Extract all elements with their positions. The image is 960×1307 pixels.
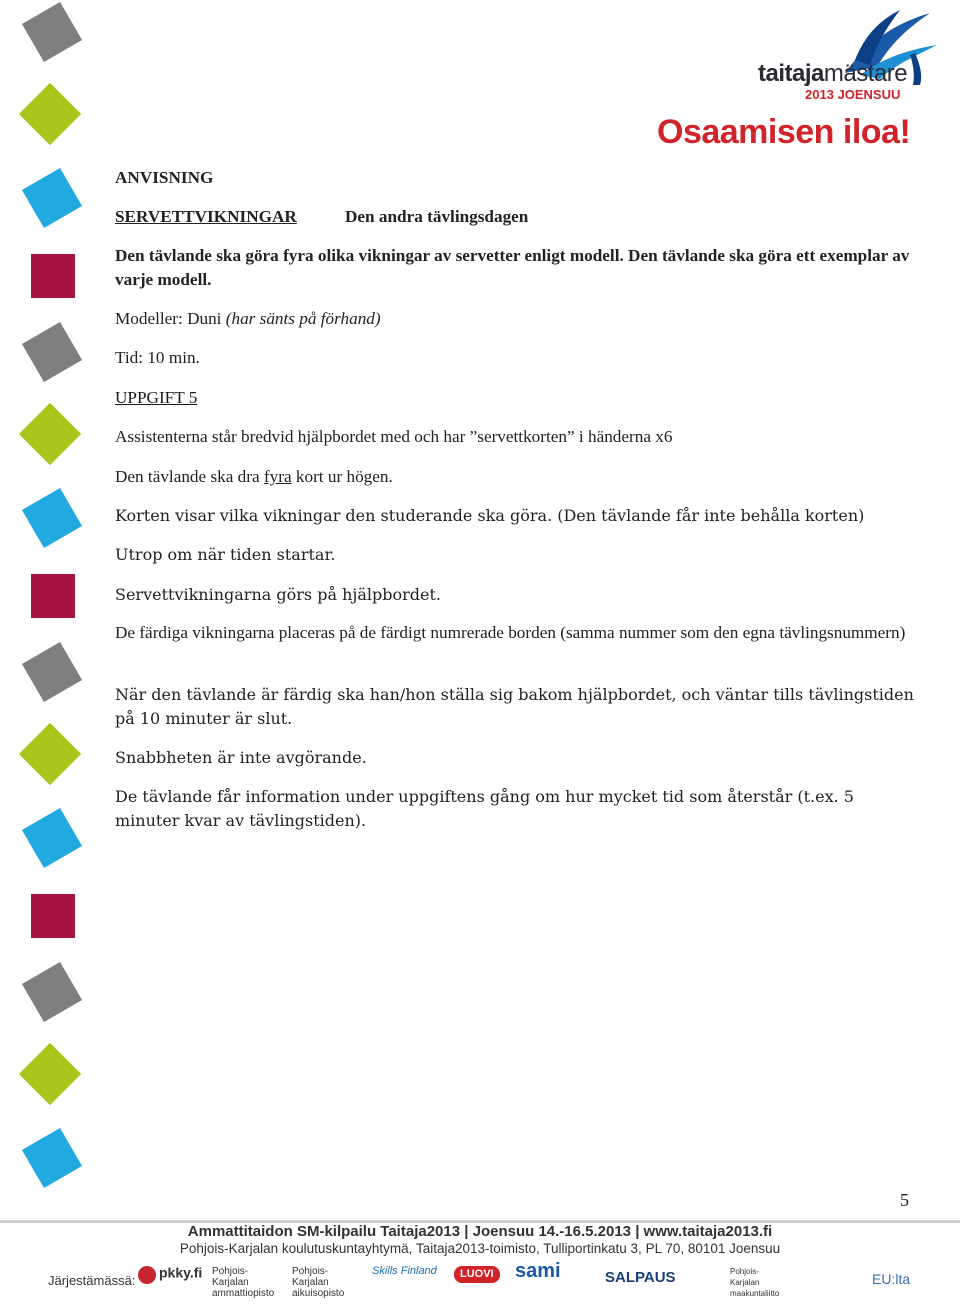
- decor-shape-lime: [19, 1043, 81, 1105]
- page-number: 5: [900, 1190, 909, 1210]
- paragraph-4: Utrop om när tiden startar.: [115, 545, 336, 564]
- decor-shape-red: [31, 894, 75, 938]
- organizer-logo: pkky.fi: [138, 1266, 202, 1284]
- decor-shape-blue: [22, 808, 82, 868]
- paragraph-3: Korten visar vilka vikningar den studerande ska göra. (Den tävlande får inte behålla korten): [115, 506, 865, 525]
- paragraph-5: Servettvikningarna görs på hjälpbordet.: [115, 585, 441, 604]
- taitaja-logo: [655, 5, 940, 150]
- brand-slogan: Osaamisen iloa!: [657, 113, 911, 151]
- decor-shape-lime: [19, 403, 81, 465]
- time-line: Tid: 10 min.: [115, 348, 200, 367]
- organizer-logo: Pohjois-Karjalan ammattiopisto: [212, 1266, 275, 1299]
- decor-shape-gray: [22, 962, 82, 1022]
- intro-paragraph: Den tävlande ska göra fyra olika vikningar av servetter enligt modell. Den tävlande ska göra ett exemplar av varje modell.: [115, 246, 910, 289]
- decor-shape-blue: [22, 168, 82, 228]
- organizers-label: Järjestämässä:: [48, 1273, 136, 1288]
- decor-shape-lime: [19, 723, 81, 785]
- organizer-logo: Pohjois-Karjalan aikuisopisto: [292, 1266, 345, 1299]
- organizer-logo: Pohjois-Karjalan maakuntaliitto: [730, 1267, 780, 1298]
- pkky-icon: [138, 1266, 156, 1284]
- document-title: ANVISNING: [115, 168, 214, 187]
- paragraph-6: De färdiga vikningarna placeras på de färdigt numrerade borden (samma nummer som den egna tävlingsnummern): [115, 623, 906, 642]
- footer-address-line: Pohjois-Karjalan koulutuskuntayhtymä, Taitaja2013-toimisto, Tulliportinkatu 3, PL 70, 80101 Joensuu: [179, 1241, 781, 1256]
- paragraph-7: När den tävlande är färdig ska han/hon ställa sig bakom hjälpbordet, och väntar tills tävlingstiden på 10 minuter är slut.: [115, 685, 914, 728]
- section-heading: [115, 205, 915, 229]
- section-heading-right: Den andra tävlingsdagen: [345, 207, 529, 226]
- decor-shape-gray: [22, 322, 82, 382]
- decor-shape-red: [31, 574, 75, 618]
- brand-name: taitajamästare: [758, 60, 908, 87]
- paragraph-8: Snabbheten är inte avgörande.: [115, 748, 367, 767]
- decor-shape-gray: [22, 2, 82, 62]
- paragraph-1: Assistenterna står bredvid hjälpbordet med och har ”servettkorten” i händerna x6: [115, 427, 673, 446]
- section-heading-left: SERVETTVIKNINGAR: [115, 207, 297, 226]
- task-heading: UPPGIFT 5: [115, 388, 198, 407]
- organizer-logo: Skills Finland: [372, 1265, 437, 1277]
- footer-event-line: Ammattitaidon SM-kilpailu Taitaja2013 | Joensuu 14.-16.5.2013 | www.taitaja2013.fi: [187, 1223, 773, 1240]
- paragraph-9: De tävlande får information under uppgiftens gång om hur mycket tid som återstår (t.ex. 5 minuter kvar av tävlingstiden).: [115, 787, 854, 830]
- brand-year: 2013 JOENSUU: [805, 87, 901, 102]
- organizer-logo: sami: [515, 1260, 561, 1282]
- decor-shape-gray: [22, 642, 82, 702]
- decor-shape-blue: [22, 488, 82, 548]
- organizer-logo: LUOVI: [454, 1266, 500, 1283]
- decor-shape-lime: [19, 83, 81, 145]
- decor-shape-blue: [22, 1128, 82, 1188]
- organizer-logo: SALPAUS: [605, 1269, 676, 1286]
- paragraph-2: Den tävlande ska dra fyra kort ur högen.: [115, 467, 393, 486]
- decor-shape-red: [31, 254, 75, 298]
- organizer-logo: EU:lta: [872, 1271, 911, 1287]
- models-line: Modeller: Duni (har sänts på förhand): [115, 309, 381, 328]
